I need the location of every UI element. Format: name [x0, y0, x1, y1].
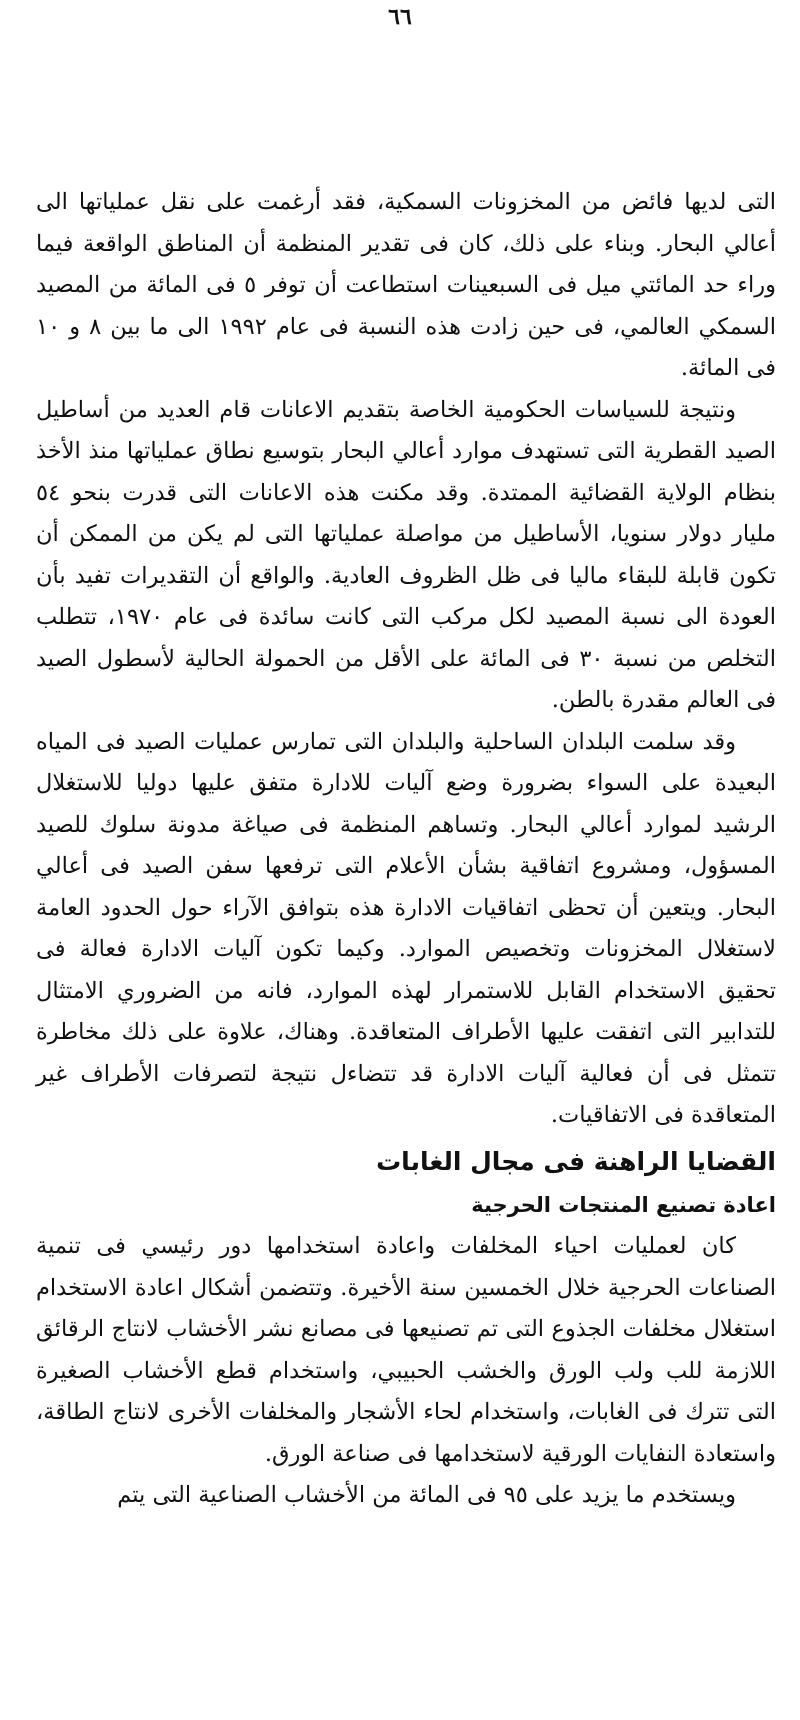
paragraph: وقد سلمت البلدان الساحلية والبلدان التى تمارس عمليات الصيد فى المياه البعيدة على السواء بضرورة وضع آليات للادارة متفق عليها دوليا للاستغلال الرشيد لموارد أعالي البحار. وتساهم المنظمة فى صياغة مدونة سلوك للصيد المسؤول، ومشروع اتفاقية بشأن الأعلام التى ترفعها سفن الصيد فى أعالي البحار. ويتعين أن تحظى اتفاقيات الادارة هذه بتوافق الآراء حول الحدود العامة لاستغلال المخزونات وتخصيص الموارد. وكيما تكون آليات الادارة فعالة فى تحقيق الاستخدام القابل للاستمرار لهذه الموارد، فانه من الضروري الامتثال للتدابير التى اتفقت عليها الأطراف المتعاقدة. وهناك، علاوة على ذلك مخاطرة تتمثل فى أن فعالية آليات الادارة قد تتضاءل نتيجة لتصرفات الأطراف غير المتعاقدة فى الاتفاقيات. [36, 728, 776, 1128]
section-subheading: اعادة تصنيع المنتجات الحرجية [471, 1193, 776, 1217]
section-heading: القضايا الراهنة فى مجال الغابات [376, 1147, 776, 1176]
page-number: ٦٦ [388, 4, 412, 30]
paragraph: ويستخدم ما يزيد على ٩٥ فى المائة من الأخشاب الصناعية التى يتم [117, 1482, 736, 1508]
section-text [36, 1226, 776, 1517]
body-text [36, 182, 776, 1137]
paragraph: ونتيجة للسياسات الحكومية الخاصة بتقديم الاعانات قام العديد من أساطيل الصيد القطرية التى تستهدف موارد أعالي البحار بتوسيع نطاق عملياتها منذ الأخذ بنظام الولاية القضائية الممتدة. وقد مكنت هذه الاعانات التى قدرت بنحو ٥٤ مليار دولار سنويا، الأساطيل من مواصلة عملياتها التى لم يكن من الممكن أن تكون قابلة للبقاء ماليا فى ظل الظروف العادية. والواقع أن التقديرات تفيد بأن العودة الى نسبة المصيد لكل مركب التى كانت سائدة فى عام ١٩٧٠، تتطلب التخلص من نسبة ٣٠ فى المائة على الأقل من الحمولة الحالية لأسطول الصيد فى العالم مقدرة بالطن. [36, 396, 777, 713]
paragraph: التى لديها فائض من المخزونات السمكية، فقد أرغمت على نقل عملياتها الى أعالي البحار. وبناء على ذلك، كان فى تقدير المنظمة أن المناطق الواقعة فيما وراء حد المائتي ميل فى السبعينات استطاعت أن توفر ٥ فى المائة من المصيد السمكي العالمي، فى حين زادت هذه النسبة فى عام ١٩٩٢ الى ما بين ٨ و ١٠ فى المائة. [36, 189, 777, 381]
forestry-section [36, 1140, 776, 1517]
paragraph: كان لعمليات احياء المخلفات واعادة استخدامها دور رئيسي فى تنمية الصناعات الحرجية خلال الخمسين سنة الأخيرة. وتتضمن أشكال اعادة الاستخدام استغلال مخلفات الجذوع التى تم تصنيعها فى مصانع نشر الأخشاب لانتاج الرقائق اللازمة للب ولب الورق والخشب الحبيبي، واستخدام قطع الأخشاب الصغيرة التى تترك فى الغابات، واستخدام لحاء الأشجار والمخلفات الأخرى لانتاج الطاقة، واستعادة النفايات الورقية لاستخدامها فى صناعة الورق. [36, 1233, 776, 1467]
